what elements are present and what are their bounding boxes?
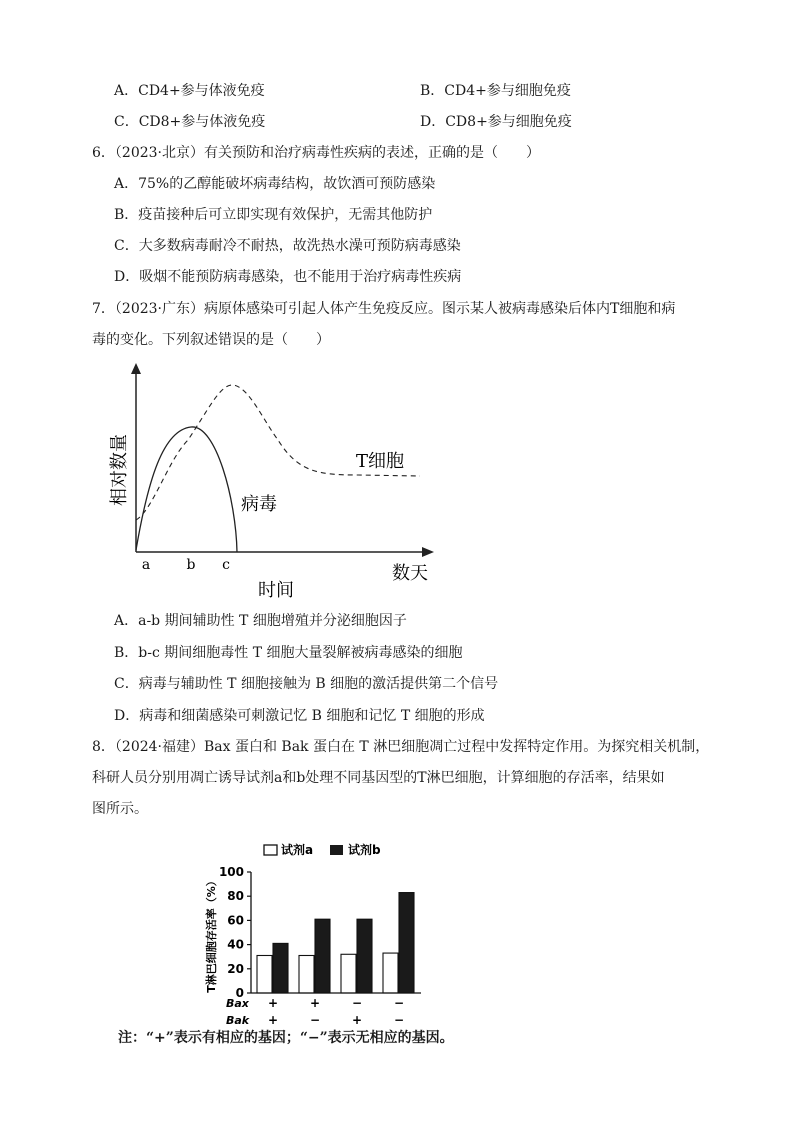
bak-sign: −: [309, 1013, 321, 1027]
q6-option-c: C．大多数病毒耐冷不耐热，故洗热水澡可预防病毒感染: [114, 238, 461, 254]
row-label-bax: Bax: [226, 997, 249, 1010]
q5-option-d: D．CD8+参与细胞免疫: [420, 114, 572, 130]
bax-sign: −: [351, 996, 363, 1010]
y-tick-label: 80: [227, 889, 244, 904]
q7-figure: [108, 360, 438, 600]
q5-option-c: C．CD8+参与体液免疫: [114, 114, 266, 130]
row-label-bak: Bak: [226, 1014, 250, 1027]
bar-reagent-a: [341, 954, 356, 993]
q6-stem: 6．（2023·北京）有关预防和治疗病毒性疾病的表述，正确的是（ ）: [92, 145, 540, 161]
q7-x-right-label: 数天: [392, 563, 428, 584]
q8-note: 注：“+”表示有相应的基因；“−”表示无相应的基因。: [118, 1030, 454, 1046]
q7-option-c: C．病毒与辅助性 T 细胞接触为 B 细胞的激活提供第二个信号: [114, 676, 499, 692]
legend-label-reagent-a: 试剂a: [281, 843, 314, 857]
legend-label-reagent-b: 试剂b: [348, 843, 381, 857]
q7-x-label: 时间: [258, 580, 294, 600]
q5-option-a: A．CD4+参与体液免疫: [114, 83, 265, 99]
y-tick-label: 0: [235, 986, 244, 1000]
q7-stem-line2: 毒的变化。下列叙述错误的是（ ）: [92, 332, 330, 348]
bar-reagent-a: [383, 953, 398, 993]
q6-option-a: A．75%的乙醇能破坏病毒结构，故饮酒可预防感染: [114, 176, 436, 192]
y-axis-title: T淋巴细胞存活率（%）: [205, 875, 218, 993]
q7-virus-curve: [136, 427, 237, 552]
q8-stem-line1: 8．（2024·福建）Bax 蛋白和 Bak 蛋白在 T 淋巴细胞凋亡过程中发挥特定作用。为探究相关机制，: [92, 739, 710, 755]
y-tick-label: 100: [218, 865, 244, 879]
q7-y-label: 相对数量: [109, 434, 130, 506]
legend-swatch-reagent-b: [330, 845, 343, 855]
bax-sign: +: [309, 996, 321, 1010]
q8-stem-line2: 科研人员分别用凋亡诱导试剂a和b处理不同基因型的T淋巴细胞，计算细胞的存活率，结果如: [92, 770, 665, 786]
bar-reagent-a: [257, 955, 272, 993]
bar-reagent-b: [273, 943, 288, 993]
q6-option-d: D．吸烟不能预防病毒感染，也不能用于治疗病毒性疾病: [114, 269, 462, 285]
bax-sign: −: [393, 996, 405, 1010]
q7-x-arrow: [422, 547, 434, 557]
q7-y-arrow: [131, 363, 141, 374]
bar-reagent-b: [315, 919, 330, 993]
bar-reagent-b: [357, 919, 372, 993]
q7-tick-b: b: [186, 557, 196, 573]
legend-swatch-reagent-a: [264, 845, 277, 855]
bax-sign: +: [267, 996, 279, 1010]
q7-virus-label: 病毒: [241, 494, 277, 515]
q7-stem-line1: 7．（2023·广东）病原体感染可引起人体产生免疫反应。图示某人被病毒感染后体内T细胞和病: [92, 301, 676, 317]
q5-option-b: B．CD4+参与细胞免疫: [420, 83, 571, 99]
q7-option-d: D．病毒和细菌感染可刺激记忆 B 细胞和记忆 T 细胞的形成: [114, 708, 485, 724]
bar-reagent-a: [299, 955, 314, 993]
y-tick-label: 20: [227, 961, 244, 976]
bak-sign: +: [267, 1013, 279, 1027]
q7-option-a: A．a-b 期间辅助性 T 细胞增殖并分泌细胞因子: [114, 613, 407, 629]
q7-option-b: B．b-c 期间细胞毒性 T 细胞大量裂解被病毒感染的细胞: [114, 645, 463, 661]
bak-sign: −: [393, 1013, 405, 1027]
y-tick-label: 60: [227, 913, 244, 928]
q7-tick-c: c: [222, 557, 230, 573]
bar-reagent-b: [399, 893, 414, 993]
y-tick-label: 40: [227, 937, 244, 952]
q7-tick-a: a: [141, 557, 151, 573]
q7-tcell-label: T细胞: [356, 451, 405, 472]
q8-bar-chart: [196, 836, 436, 1031]
q6-option-b: B．疫苗接种后可立即实现有效保护，无需其他防护: [114, 207, 433, 223]
bak-sign: +: [351, 1013, 363, 1027]
q8-stem-line3: 图所示。: [92, 801, 148, 817]
